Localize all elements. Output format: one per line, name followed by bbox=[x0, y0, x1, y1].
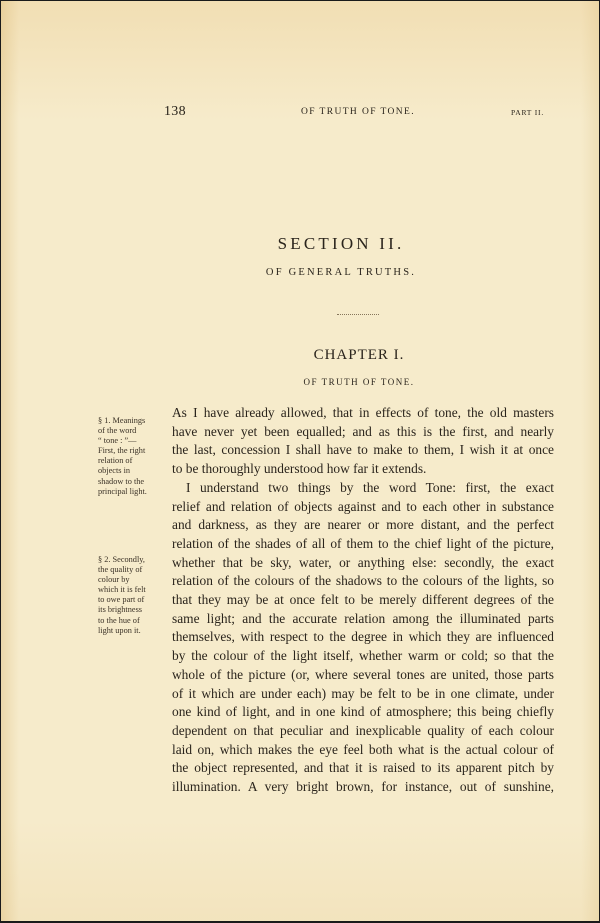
paragraph-2 bbox=[172, 479, 554, 797]
marginal-note-line: § 1. Meanings bbox=[98, 416, 146, 425]
marginal-note-line: colour by bbox=[98, 575, 130, 585]
paragraph-1 bbox=[172, 404, 554, 479]
text-line: the last, concession I shall have to make to them, I wish it at once bbox=[172, 442, 554, 458]
section-title: SECTION II. bbox=[277, 234, 405, 253]
marginal-note-2 bbox=[98, 555, 166, 636]
marginal-note-line: principal light. bbox=[98, 486, 147, 496]
text-line: laid on, which makes the eye feel both what is the actual colour of bbox=[172, 741, 554, 757]
marginal-note-line: its brightness bbox=[98, 605, 143, 615]
running-title: OF TRUTH OF TONE. bbox=[300, 107, 416, 117]
text-line: that they may be at once felt to be merely different degrees of the bbox=[172, 592, 554, 608]
marginal-note-line: § 2. Secondly, bbox=[98, 555, 145, 564]
marginal-note-line: shadow to the bbox=[98, 476, 145, 486]
body-text bbox=[172, 404, 554, 797]
text-line: dependent on that peculiar and inexplicable quality of each colour bbox=[172, 722, 554, 738]
ornament-divider bbox=[337, 314, 379, 317]
text-line: whole of the picture (or, where several tones are united, those parts bbox=[172, 666, 554, 682]
text-line: of it which are under each) may be felt to be in one climate, under bbox=[172, 685, 554, 701]
running-part-label: PART II. bbox=[510, 108, 544, 117]
marginal-note-line: First, the right bbox=[98, 446, 146, 456]
text-line: the object represented, and that it is raised to its apparent pitch by bbox=[172, 760, 554, 776]
text-line: illumination. A very bright brown, for instance, out of sunshine, bbox=[172, 779, 554, 795]
marginal-note-line: of the word bbox=[98, 426, 137, 436]
text-line: relation of the shades of all of them to the chief light of the picture, bbox=[172, 535, 554, 551]
marginal-note-line: light upon it. bbox=[98, 625, 141, 635]
book-page bbox=[1, 1, 599, 921]
marginal-note-line: the quality of bbox=[98, 565, 143, 575]
text-line: whether that be sky, water, or anything else: secondly, the exact bbox=[172, 554, 554, 570]
text-line: to be thoroughly understood how far it extends. bbox=[172, 461, 427, 477]
page-number: 138 bbox=[164, 104, 186, 119]
text-line: same light; and the accurate relation among the illuminated parts bbox=[172, 610, 554, 626]
text-line: one kind of light, and in one kind of atmosphere; this being chiefly bbox=[172, 704, 554, 720]
marginal-note-line: which it is felt bbox=[98, 585, 146, 595]
marginal-note-line: to owe part of bbox=[98, 595, 145, 605]
text-line: relief and relation of objects against and to each other in substance bbox=[172, 498, 554, 514]
section-subtitle: OF GENERAL TRUTHS. bbox=[265, 267, 417, 278]
chapter-subtitle: OF TRUTH OF TONE. bbox=[303, 377, 415, 387]
marginal-note-line: objects in bbox=[98, 466, 131, 476]
marginal-note-line: to the hue of bbox=[98, 615, 140, 625]
marginal-note-line: “ tone : ”— bbox=[98, 436, 137, 446]
chapter-title: CHAPTER I. bbox=[313, 347, 405, 363]
text-line: I understand two things by the word Tone: first, the exact bbox=[186, 479, 554, 495]
running-head bbox=[164, 104, 544, 124]
marginal-note-line: relation of bbox=[98, 456, 133, 466]
text-line: themselves, with respect to the degree in which they are influenced bbox=[172, 629, 554, 645]
text-line: relation of the colours of the shadows to the colours of the lights, so bbox=[172, 573, 554, 589]
marginal-note-1 bbox=[98, 416, 166, 497]
text-line: by the colour of the light itself, whether warm or cold; so that the bbox=[172, 648, 554, 664]
text-line: have never yet been equalled; and as this is the first, and nearly bbox=[172, 423, 554, 439]
text-line: As I have already allowed, that in effects of tone, the old masters bbox=[172, 405, 554, 420]
text-line: and darkness, as they are nearer or more distant, and the perfect bbox=[172, 517, 554, 533]
